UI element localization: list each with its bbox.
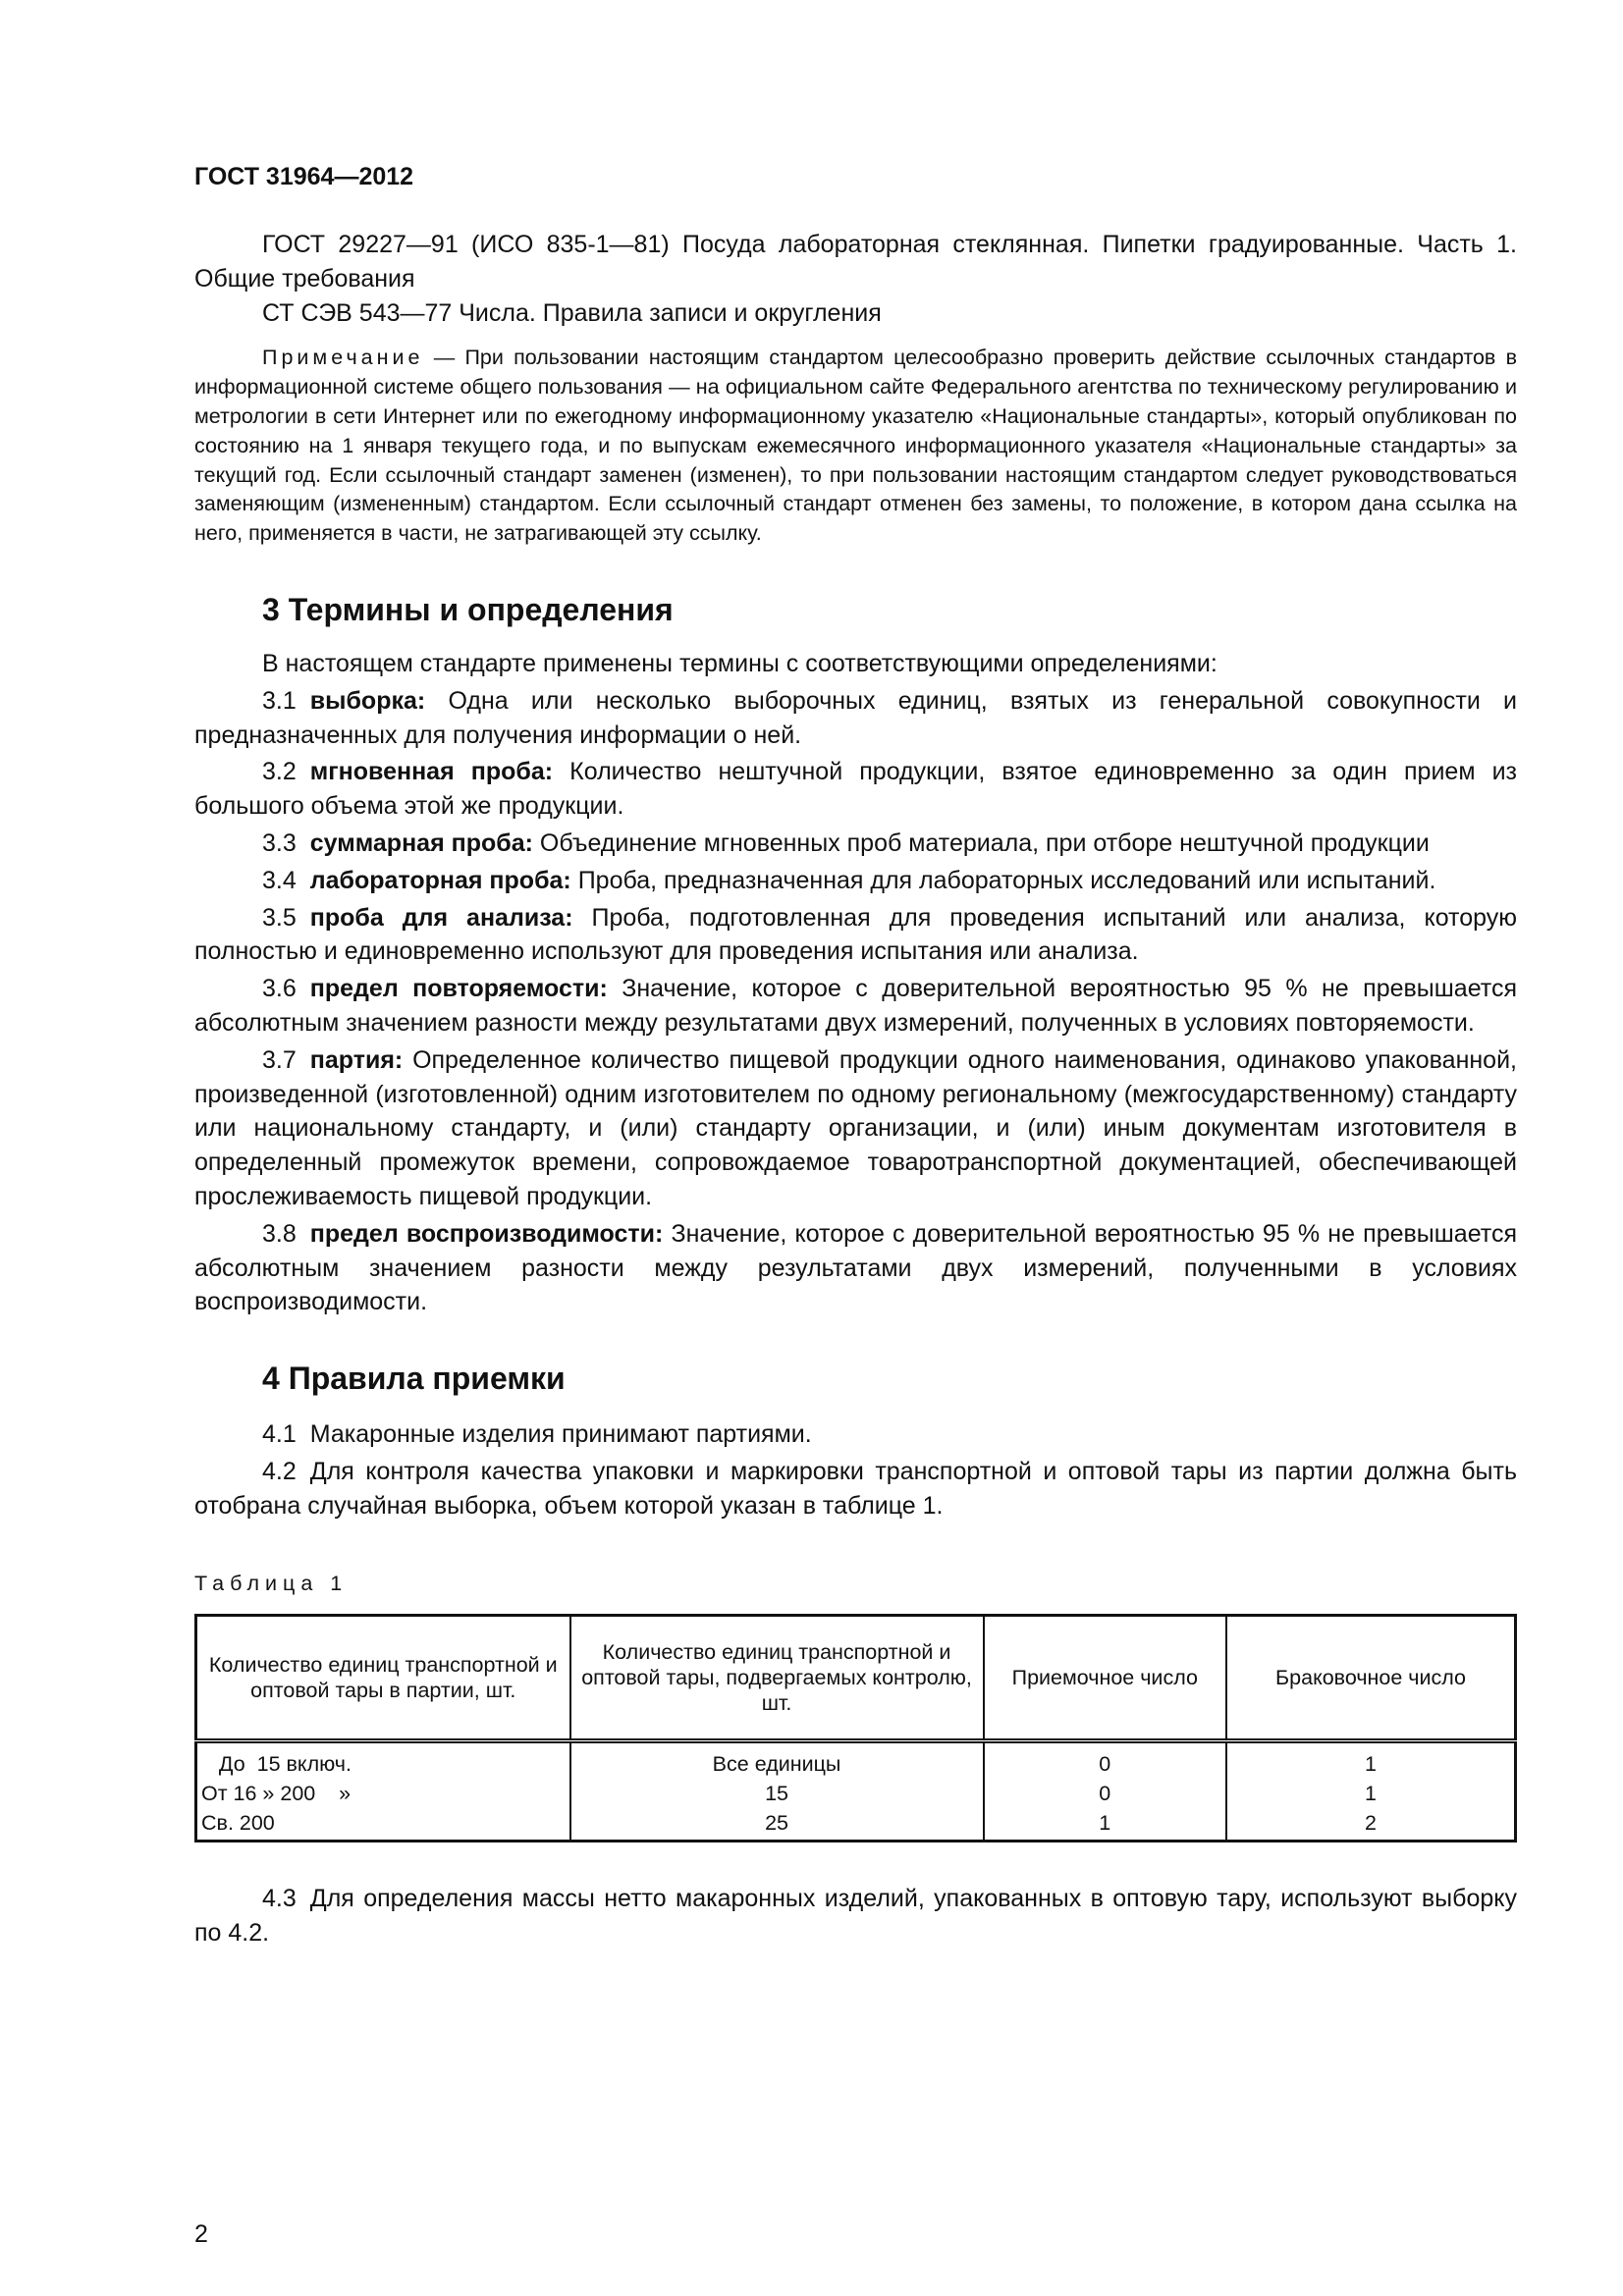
table-cell: Св. 200 bbox=[196, 1808, 570, 1842]
term-text: Проба, предназначенная для лабораторных исследований или испытаний. bbox=[577, 866, 1436, 894]
table-cell: 15 bbox=[570, 1779, 984, 1808]
term-text: Объединение мгновенных проб материала, при отборе нештучной продукции bbox=[539, 828, 1430, 857]
note bbox=[194, 344, 1517, 549]
note-label: Примечание bbox=[262, 346, 424, 370]
table-header-cell: Количество единиц транспортной и оптовой тары, подвергаемых контролю, шт. bbox=[570, 1616, 984, 1741]
term-definition bbox=[194, 901, 1517, 970]
table-cell: 0 bbox=[984, 1779, 1227, 1808]
term-number: 3.8 bbox=[262, 1219, 297, 1248]
term-number: 3.6 bbox=[262, 975, 297, 1003]
term-definition bbox=[194, 684, 1517, 753]
page-number: 2 bbox=[194, 2220, 208, 2248]
term-name: предел повторяемости: bbox=[309, 975, 608, 1003]
clause bbox=[194, 1417, 1517, 1452]
term-name: предел воспроизводимости: bbox=[309, 1219, 664, 1248]
term-definition bbox=[194, 864, 1517, 898]
term-number: 3.2 bbox=[262, 758, 297, 786]
clause-text: Макаронные изделия принимают партиями. bbox=[309, 1420, 812, 1449]
term-definition bbox=[194, 1043, 1517, 1214]
term-text: Одна или несколько выборочных единиц, взятых из генеральной совокупности и предназначенных для получения информации о ней. bbox=[194, 686, 1517, 749]
term-name: лабораторная проба: bbox=[309, 866, 571, 894]
table-row bbox=[196, 1779, 1516, 1808]
table-cell: От 16 » 200 » bbox=[196, 1779, 570, 1808]
term-number: 3.1 bbox=[262, 686, 297, 715]
table-header-cell: Приемочное число bbox=[984, 1616, 1227, 1741]
term-number: 3.3 bbox=[262, 828, 297, 857]
note-text: — При пользовании настоящим стандартом целесообразно проверить действие ссылочных стандартов в информационной системе общего пользования — на официальном сайте Федерального агентства по техническому регулированию и метрологии в сети Интернет или по ежегодному информационному указателю «Национальные стандарты», который опубликован по состоянию на 1 января текущего года, и по выпускам ежемесячного информационного указателя «Национальные стандарты» за текущий год. Если ссылочный стандарт заменен (изменен), то при пользовании настоящим стандартом следует руководствоваться заменяющим (измененным) стандартом. Если ссылочный стандарт отменен без замены, то положение, в котором дана ссылка на него, применяется в части, не затрагивающей эту ссылку. bbox=[194, 346, 1517, 546]
term-definition bbox=[194, 827, 1517, 861]
document-body bbox=[194, 228, 1517, 1950]
clause-text: Для контроля качества упаковки и маркировки транспортной и оптовой тары из партии должна быть отобрана случайная выборка, объем которой указан в таблице 1. bbox=[194, 1457, 1517, 1520]
table-header-row bbox=[196, 1616, 1516, 1741]
clause bbox=[194, 1882, 1517, 1950]
term-name: суммарная проба: bbox=[309, 828, 533, 857]
clause-number: 4.2 bbox=[262, 1457, 297, 1485]
table-cell: 1 bbox=[984, 1808, 1227, 1842]
table-header-cell: Браковочное число bbox=[1226, 1616, 1515, 1741]
sampling-table bbox=[194, 1614, 1517, 1842]
term-number: 3.4 bbox=[262, 866, 297, 894]
term-text: Значение, которое с доверительной вероятностью 95 % не превышается абсолютным значением разности между результатами двух измерений, полученными в условиях воспроизводимости. bbox=[194, 1219, 1517, 1316]
term-text: Значение, которое с доверительной вероятностью 95 % не превышается абсолютным значением разности между результатами двух измерений, полученных в условиях повторяемости. bbox=[194, 975, 1517, 1037]
term-definition bbox=[194, 1217, 1517, 1319]
normative-reference: ГОСТ 29227—91 (ИСО 835-1—81) Посуда лабораторная стеклянная. Пипетки градуированные. Часть 1. Общие требования bbox=[194, 231, 1517, 293]
table-header-cell: Количество единиц транспортной и оптовой тары в партии, шт. bbox=[196, 1616, 570, 1741]
table-cell: 0 bbox=[984, 1741, 1227, 1780]
term-name: выборка: bbox=[309, 686, 426, 715]
term-definition bbox=[194, 755, 1517, 824]
section-heading: 4 Правила приемки bbox=[262, 1361, 566, 1397]
term-number: 3.5 bbox=[262, 903, 297, 932]
term-definition bbox=[194, 972, 1517, 1041]
term-name: мгновенная проба: bbox=[309, 758, 554, 786]
table-cell: До 15 включ. bbox=[196, 1741, 570, 1780]
term-text: Количество нештучной продукции, взятое единовременно за один прием из большого объема этой же продукции. bbox=[194, 758, 1518, 821]
clause bbox=[194, 1455, 1517, 1523]
term-text: Определенное количество пищевой продукции одного наименования, одинаково упакованной, произведенной (изготовленной) одним изготовителем по одному региональному (межгосударственному) стандарту или национальному стандарту, и (или) стандарту организации, и (или) иным документам изготовителя в определенный промежуток времени, сопровождаемое товаротранспортной документацией, обеспечивающей прослеживаемость пищевой продукции. bbox=[194, 1045, 1517, 1210]
term-number: 3.7 bbox=[262, 1045, 297, 1074]
table-caption: Таблица 1 bbox=[194, 1571, 349, 1595]
table-cell: 2 bbox=[1226, 1808, 1515, 1842]
section-intro: В настоящем стандарте применены термины с соответствующими определениями: bbox=[262, 649, 1217, 677]
table-cell: 1 bbox=[1226, 1779, 1515, 1808]
table-cell: Все единицы bbox=[570, 1741, 984, 1780]
table-row bbox=[196, 1741, 1516, 1780]
term-name: партия: bbox=[309, 1045, 404, 1074]
clause-text: Для определения массы нетто макаронных изделий, упакованных в оптовую тару, используют выборку по 4.2. bbox=[194, 1885, 1517, 1948]
term-text: Проба, подготовленная для проведения испытаний или анализа, которую полностью и единовременно используют для проведения испытания или анализа. bbox=[194, 903, 1517, 966]
clause-number: 4.1 bbox=[262, 1420, 297, 1449]
term-name: проба для анализа: bbox=[309, 903, 573, 932]
section-heading: 3 Термины и определения bbox=[262, 591, 674, 627]
normative-reference: СТ СЭВ 543—77 Числа. Правила записи и округления bbox=[262, 298, 882, 327]
table-cell: 25 bbox=[570, 1808, 984, 1842]
document-code: ГОСТ 31964—2012 bbox=[194, 163, 414, 190]
table-cell: 1 bbox=[1226, 1741, 1515, 1780]
table-row bbox=[196, 1808, 1516, 1842]
clause-number: 4.3 bbox=[262, 1885, 297, 1913]
